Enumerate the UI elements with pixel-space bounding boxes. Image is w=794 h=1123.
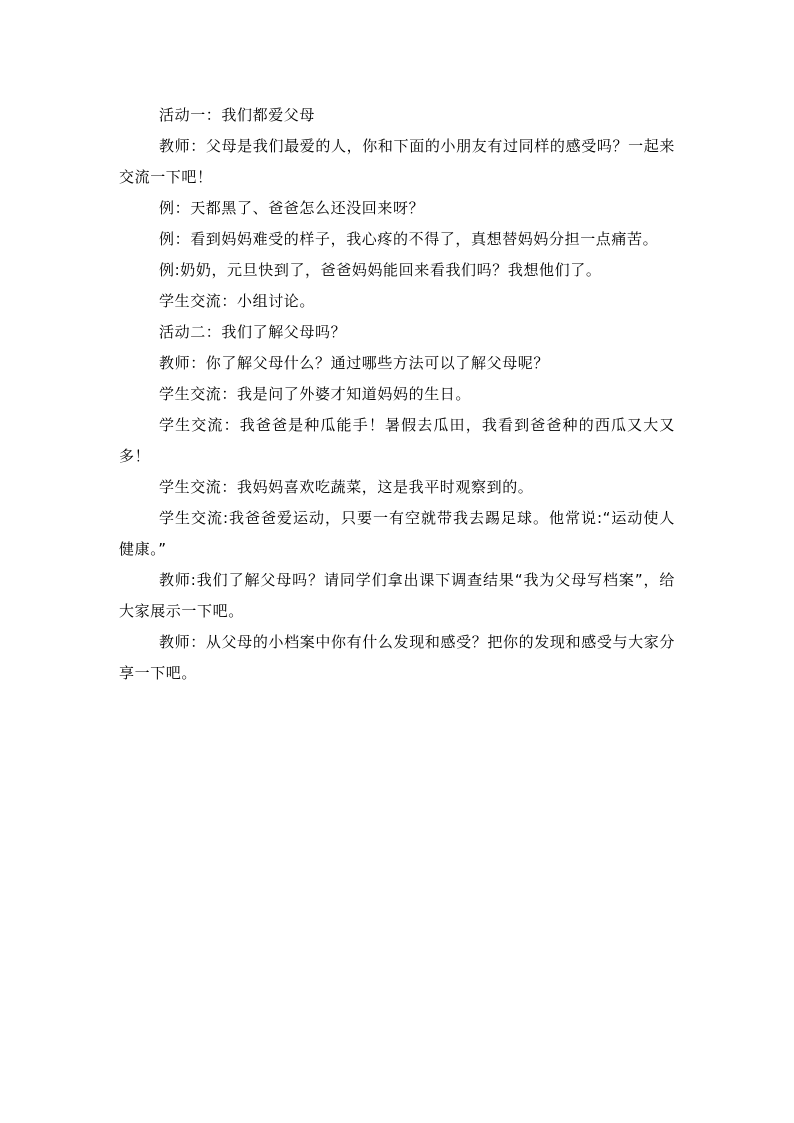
paragraph-example-2: 例：看到妈妈难受的样子，我心疼的不得了，真想替妈妈分担一点痛苦。: [159, 230, 659, 248]
paragraph-student-discussion: 学生交流：小组讨论。: [159, 292, 316, 310]
paragraph-student-answer-1: 学生交流：我是问了外婆才知道妈妈的生日。: [159, 385, 472, 403]
document-body: [119, 100, 675, 689]
paragraph-activity-two-title: 活动二：我们了解父母吗？: [159, 323, 347, 341]
paragraph-teacher-question: 教师：你了解父母什么？通过哪些方法可以了解父母呢？: [159, 354, 550, 372]
paragraph-example-3: 例:奶奶，元旦快到了，爸爸妈妈能回来看我们吗？我想他们了。: [159, 261, 602, 279]
paragraph-example-1: 例：天都黑了、爸爸怎么还没回来呀？: [159, 199, 425, 217]
paragraph-student-answer-3: 学生交流：我妈妈喜欢吃蔬菜，这是我平时观察到的。: [159, 478, 534, 496]
paragraph-student-answer-2: 学生交流：我爸爸是种瓜能手！暑假去瓜田，我看到爸爸种的西瓜又大又多！: [119, 416, 675, 465]
paragraph-teacher-share: 教师：从父母的小档案中你有什么发现和感受？把你的发现和感受与大家分享一下吧。: [119, 633, 675, 682]
paragraph-student-answer-4: 学生交流:我爸爸爱运动，只要一有空就带我去踢足球。他常说:“运动使人健康。”: [119, 509, 675, 558]
paragraph-teacher-intro: 教师：父母是我们最爱的人，你和下面的小朋友有过同样的感受吗？一起来交流一下吧！: [119, 137, 675, 186]
paragraph-teacher-archive: 教师:我们了解父母吗？请同学们拿出课下调查结果“我为父母写档案”，给大家展示一下吧。: [119, 571, 675, 620]
paragraph-activity-one-title: 活动一：我们都爱父母: [159, 106, 316, 124]
